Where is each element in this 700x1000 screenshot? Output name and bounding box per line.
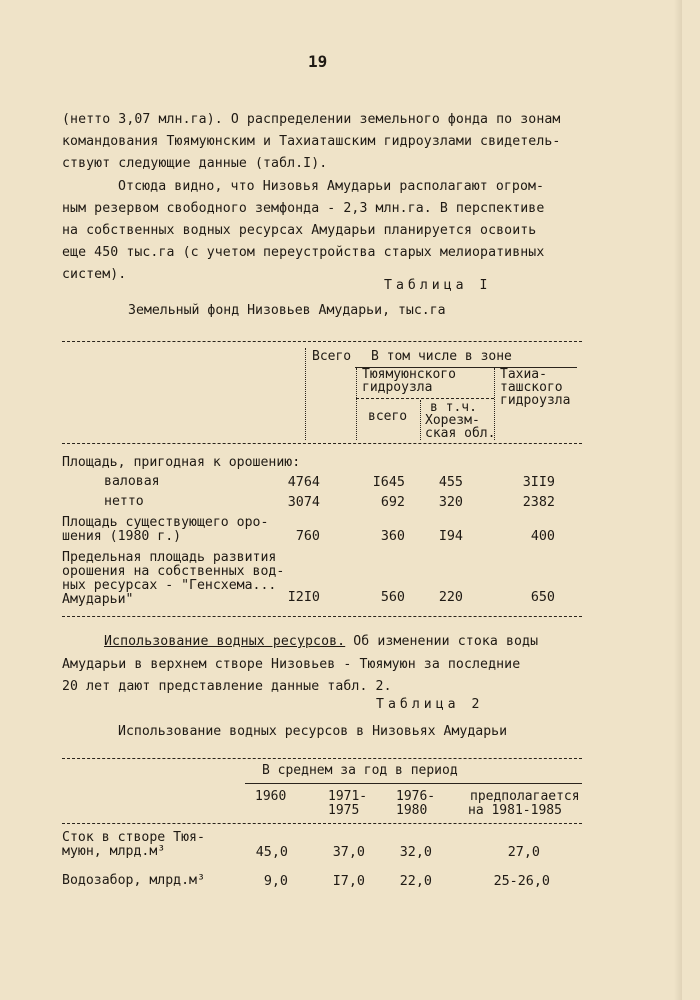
paragraph3-line xyxy=(104,633,538,651)
table1-cell: 3II9 xyxy=(522,475,555,490)
table1-col-divider xyxy=(305,348,306,440)
table1-cell: 650 xyxy=(530,590,555,605)
table1-row-label: Площадь существующего оро- xyxy=(62,515,269,530)
table1-cell: I645 xyxy=(372,475,405,490)
table1-header-all: всего xyxy=(368,409,408,424)
table1-header-takhiatash: Тахиа- xyxy=(500,367,547,382)
table2-header-1975: 1975 xyxy=(328,803,360,818)
table1-header-including: В том числе в зоне xyxy=(371,349,512,364)
table1-cell: I94 xyxy=(438,529,463,544)
paragraph2-line: Отсюда видно, что Низовья Амударьи располагают огром- xyxy=(118,179,545,194)
table1-cell: 560 xyxy=(380,590,405,605)
table1-row-label: шения (1980 г.) xyxy=(62,529,182,544)
table1-row-label: валовая xyxy=(104,474,160,489)
table2-caption: Таблица 2 xyxy=(376,697,484,712)
table2-header-1976: 1976- xyxy=(396,789,436,804)
table1-cell: I2I0 xyxy=(287,590,320,605)
table2-row-label: муюн, млрд.м³ xyxy=(62,844,166,859)
table1-cell: 760 xyxy=(295,529,320,544)
table2-title: Использование водных ресурсов в Низовьях Амударьи xyxy=(118,724,508,739)
table2-header-1960: 1960 xyxy=(255,789,287,804)
table1-cell: 3074 xyxy=(287,495,320,510)
table1-caption: Таблица I xyxy=(384,278,492,293)
paragraph3-line: Амударьи в верхнем створе Низовьев - Тюямуюн за последние xyxy=(62,657,521,672)
table1-row-label: Амударьи" xyxy=(62,592,134,607)
table1-row-label: Площадь, пригодная к орошению: xyxy=(62,455,301,470)
paragraph3-line: 20 лет дают представление данные табл. 2. xyxy=(62,679,392,694)
table2-cell: 32,0 xyxy=(399,845,432,860)
table2-cell: I7,0 xyxy=(332,874,365,889)
table1-row-label: орошения на собственных вод- xyxy=(62,564,285,579)
paragraph1-line: ствуют следующие данные (табл.I). xyxy=(62,156,328,171)
paragraph2-line: ным резервом свободного земфонда - 2,3 млн.га. В перспективе xyxy=(62,201,545,216)
table1-header-khorezm: в т.ч. xyxy=(430,400,477,415)
table2-header-bottom-rule xyxy=(62,823,582,824)
table1-cell: 320 xyxy=(438,495,463,510)
table2-cell: 9,0 xyxy=(263,874,288,889)
table2-header-forecast-period: на 1981-1985 xyxy=(468,803,562,818)
table2-cell: 37,0 xyxy=(332,845,365,860)
table1-cell: 692 xyxy=(380,495,405,510)
table1-cell: 455 xyxy=(438,475,463,490)
table1-header-takhiatash: гидроузла xyxy=(500,393,571,408)
table1-col-divider xyxy=(356,368,357,440)
table2-cell: 22,0 xyxy=(399,874,432,889)
table1-row-label: Предельная площадь развития xyxy=(62,550,277,565)
table1-header-khorezm: Хорезм- xyxy=(425,413,480,428)
paragraph3-heading: Использование водных ресурсов. xyxy=(104,634,346,649)
table1-cell: 360 xyxy=(380,529,405,544)
paragraph2-line: на собственных водных ресурсах Амударьи планируется освоить xyxy=(62,223,537,238)
table1-top-rule xyxy=(62,341,582,342)
table2-cell: 45,0 xyxy=(255,845,288,860)
page-fold-shadow xyxy=(674,0,682,1000)
table1-cell: 220 xyxy=(438,590,463,605)
table1-title: Земельный фонд Низовьев Амударьи, тыс.га xyxy=(128,303,446,318)
table2-header-1971: 1971- xyxy=(328,789,368,804)
table1-header-bottom-rule xyxy=(62,443,582,444)
paragraph2-line: систем). xyxy=(62,267,127,282)
table2-cell: 27,0 xyxy=(507,845,540,860)
table1-row-label: ных ресурсах - "Генсхема... xyxy=(62,578,277,593)
table2-row-label: Сток в створе Тюя- xyxy=(62,830,205,845)
table2-header-period: В среднем за год в период xyxy=(262,763,458,778)
table1-header-takhiatash: ташского xyxy=(500,380,563,395)
paragraph2-line: еще 450 тыс.га (с учетом переустройства старых мелиоративных xyxy=(62,245,545,260)
table2-header-forecast: предполагается xyxy=(470,789,580,804)
table1-bottom-rule xyxy=(62,616,582,617)
table1-subheader-rule xyxy=(356,398,494,399)
paragraph1-line: (нетто 3,07 млн.га). О распределении земельного фонда по зонам xyxy=(62,112,561,127)
table1-header-total: Всего xyxy=(312,349,352,364)
table2-row-label: Водозабор, млрд.м³ xyxy=(62,873,205,888)
table1-header-tuyamuyun: гидроузла xyxy=(362,380,433,395)
table1-col-divider xyxy=(420,400,421,440)
table1-cell: 2382 xyxy=(522,495,555,510)
paragraph3-line-rest: Об изменении стока воды xyxy=(345,634,539,649)
table2-header-rule xyxy=(245,783,582,784)
table1-header-khorezm: ская обл. xyxy=(425,426,496,441)
paragraph1-line: командования Тюямуюнским и Тахиаташским гидроузлами свидетель- xyxy=(62,134,561,149)
table1-header-tuyamuyun: Тюямуюнского xyxy=(362,367,456,382)
table2-cell: 25-26,0 xyxy=(493,874,550,889)
page-number: 19 xyxy=(308,52,328,71)
table2-top-rule xyxy=(62,758,582,759)
table1-row-label: нетто xyxy=(104,494,144,509)
table2-header-1980: 1980 xyxy=(396,803,428,818)
table1-cell: 400 xyxy=(530,529,555,544)
table1-cell: 4764 xyxy=(287,475,320,490)
